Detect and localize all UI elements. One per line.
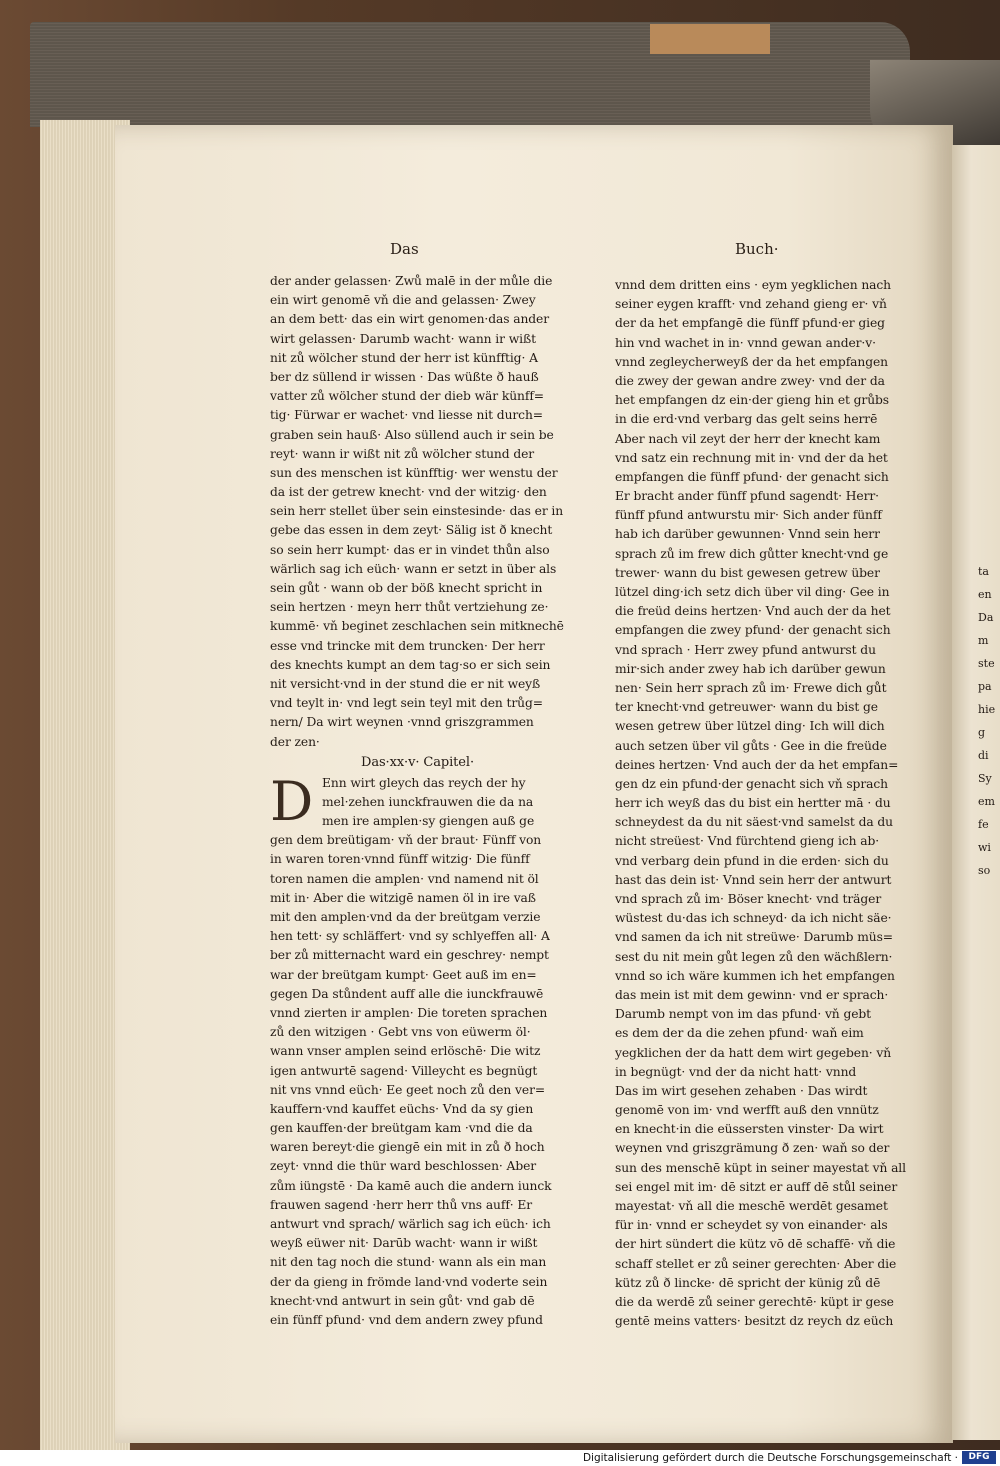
partial-text-fragment: fe — [978, 818, 989, 831]
book-top-edge — [30, 22, 910, 127]
partial-text-fragment: g — [978, 726, 986, 739]
text-line: het empfangen dz ein·der gieng hin et grůbs — [615, 393, 890, 408]
text-line: deines hertzen· Vnd auch der da het empfan= — [615, 757, 899, 772]
partial-text-fragment: di — [978, 749, 989, 762]
text-line: wann vnser amplen seind erlöschē· Die witz — [270, 1044, 541, 1059]
partial-text-fragment: ste — [978, 657, 995, 670]
text-line: Enn wirt gleych das reych der hy — [322, 775, 526, 790]
text-line: die zwey der gewan andre zwey· vnd der da — [615, 373, 885, 388]
text-line: hast das dein ist· Vnnd sein herr der antwurt — [615, 872, 892, 887]
partial-text-fragment: hie — [978, 703, 996, 716]
text-line: da ist der getrew knecht· vnd der witzig· den — [270, 485, 547, 500]
right-text-column — [615, 276, 910, 1331]
text-line: hab ich darüber gewunnen· Vnnd sein herr — [615, 527, 880, 542]
text-line: so sein herr kumpt· das er in vindet thůn also — [270, 542, 550, 557]
text-line: der ander gelassen· Zwů malē in der můle die — [270, 274, 553, 288]
text-line: vnd sprach zů im· Böser knecht· vnd träger — [615, 892, 882, 906]
text-line: der hirt sündert die kütz vō dē schaffē· vň die — [615, 1237, 896, 1252]
text-line: men ire amplen·sy giengen auß ge — [322, 814, 535, 829]
text-line: schneydest da du nit säest·vnd samelst da du — [615, 815, 893, 830]
text-line: ber dz süllend ir wissen · Das wüßte ð hauß — [270, 369, 539, 384]
text-line: der da het empfangē die fünff pfund·er gieg — [615, 316, 885, 331]
text-line: vnnd zierten ir amplen· Die toreten sprachen — [270, 1005, 548, 1020]
text-line: vnnd dem dritten eins · eym yegklichen nach — [615, 278, 892, 292]
text-line: zům iüngstē · Da kamē auch die andern iunck — [270, 1178, 552, 1193]
text-line: sein gůt · wann ob der böß knecht spricht in — [270, 581, 543, 595]
partial-text-fragment: en — [978, 588, 992, 601]
text-line: genomē von im· vnd werfft auß den vnnütz — [615, 1103, 879, 1118]
text-line: vnd satz ein rechnung mit in· vnd der da het — [615, 450, 888, 465]
text-line: mayestat· vň all die meschē werdēt gesamet — [615, 1199, 888, 1213]
text-line: fünff pfund antwurstu mir· Sich ander fünff — [615, 508, 882, 523]
text-line: toren namen die amplen· vnd namend nit öl — [270, 871, 539, 886]
text-line: das mein ist mit dem gewinn· vnd er sprach· — [615, 987, 889, 1002]
book-top-edge-label — [650, 24, 770, 54]
text-line: gentē meins vatters· besitzt dz reych dz eüch — [615, 1314, 894, 1329]
text-line: nen· Sein herr sprach zů im· Frewe dich gůt — [615, 680, 887, 695]
text-line: zeyt· vnnd die thür ward beschlossen· Aber — [270, 1159, 537, 1174]
partial-text-fragment: pa — [978, 680, 992, 693]
text-line: vnnd so ich wäre kummen ich het empfangen — [615, 968, 895, 983]
text-line: en knecht·in die eüssersten vinster· Da wirt — [615, 1122, 884, 1137]
text-line: der da gieng in frömde land·vnd voderte sein — [270, 1274, 548, 1289]
right-column-text — [615, 276, 910, 1331]
text-line: mel·zehen iunckfrauwen die da na — [322, 794, 534, 809]
text-line: ber zů mitternacht ward ein geschrey· nempt — [270, 948, 549, 963]
text-line: des knechts kumpt an dem tag·so er sich sein — [270, 657, 551, 672]
text-line: nit den tag noch die stund· wann als ein man — [270, 1255, 547, 1270]
right-page-partial-text — [978, 560, 1000, 882]
text-line: hin vnd wachet in in· vnnd gewan ander·v· — [615, 335, 876, 350]
text-line: zů den witzigen · Gebt vns von eüwerm öl· — [270, 1025, 531, 1040]
text-line: weynen vnd griszgrämung ð zen· waň so der — [615, 1141, 890, 1156]
text-line: war der breütgam kumpt· Geet auß im en= — [270, 967, 537, 982]
text-line: igen antwurtē sagend· Villeycht es begnügt — [270, 1063, 538, 1078]
text-line: nit vns vnnd eüch· Ee geet noch zů den ver= — [270, 1082, 546, 1097]
partial-text-fragment: wi — [978, 841, 991, 854]
text-line: an dem bett· das ein wirt genomen·das ander — [270, 312, 550, 327]
left-text-column — [270, 272, 564, 1330]
text-line: mit den amplen·vnd da der breütgam verzie — [270, 910, 541, 924]
text-line: in begnügt· vnd der da nicht hatt· vnnd — [615, 1064, 857, 1079]
text-line: nit versicht·vnd in der stund die er nit weyß — [270, 676, 541, 691]
text-line: lützel ding·ich setz dich über vil ding· Gee in — [615, 585, 890, 599]
text-line: vnd verbarg dein pfund in die erden· sich du — [615, 853, 889, 868]
text-line: weyß eüwer nit· Darūb wacht· wann ir wißt — [270, 1236, 538, 1251]
text-line: frauwen sagend ·herr herr thů vns auff· Er — [270, 1197, 533, 1212]
text-line: gegen Da stůndent auff alle die iunckfrauwē — [270, 986, 544, 1001]
text-line: sun des menschen ist künfftig· wer wenstu der — [270, 465, 558, 480]
text-line: kauffern·vnd kauffet eüchs· Vnd da sy gien — [270, 1101, 534, 1116]
text-line: trewer· wann du bist gewesen getrew über — [615, 565, 880, 580]
text-line: vnd samen da ich nit streüwe· Darumb müs= — [615, 930, 893, 945]
text-line: in die erd·vnd verbarg das gelt seins herrē — [615, 412, 878, 427]
text-line: nicht streüest· Vnd fürchtend gieng ich ab· — [615, 834, 880, 849]
text-line: wirt gelassen· Darumb wacht· wann ir wißt — [270, 331, 536, 346]
text-line: vnd teylt in· vnd legt sein teyl mit den trůg= — [270, 696, 543, 711]
text-line: yegklichen der da hatt dem wirt gegeben· vň — [615, 1045, 892, 1060]
footer-credit: Digitalisierung gefördert durch die Deutsche Forschungsgemeinschaft · — [582, 1452, 958, 1464]
text-line: in waren toren·vnnd fünff witzig· Die fünff — [270, 852, 530, 867]
text-line: ein wirt genomē vň die and gelassen· Zwey — [270, 293, 536, 308]
dfg-logo-icon: DFG — [962, 1451, 996, 1464]
text-line: Darumb nempt von im das pfund· vň gebt — [615, 1007, 872, 1022]
running-head-left: Das — [390, 240, 419, 258]
partial-text-fragment: ta — [978, 565, 989, 578]
text-line: sein herr stellet über sein einstesinde· das er in — [270, 504, 564, 519]
partial-text-fragment: Da — [978, 611, 994, 624]
text-line: knecht·vnd antwurt in sein gůt· vnd gab dē — [270, 1293, 535, 1308]
partial-text-fragment: so — [978, 864, 991, 877]
text-line: vatter zů wölcher stund der dieb wär künff= — [270, 389, 544, 404]
text-line: wesen getrew über lützel ding· Ich will dich — [615, 719, 885, 734]
text-line: sprach zů im frew dich gůtter knecht·vnd ge — [615, 546, 889, 561]
text-line: mit in· Aber die witzigē namen öl in ire vaß — [270, 890, 536, 905]
text-line: für in· vnnd er scheydet sy von einander· als — [615, 1218, 888, 1233]
text-line: die da werdē zů seiner gerechtē· küpt ir gese — [615, 1294, 894, 1309]
text-line: tig· Fürwar er wachet· vnd liesse nit durch= — [270, 408, 543, 423]
text-line: antwurt vnd sprach/ wärlich sag ich eüch· ich — [270, 1217, 551, 1231]
text-line: ein fünff pfund· vnd dem andern zwey pfund — [270, 1312, 543, 1327]
text-line: gebe das essen in dem zeyt· Sälig ist ð knecht — [270, 523, 553, 538]
text-line: wärlich sag ich eüch· wann er setzt in über als — [270, 561, 557, 576]
text-line: sein hertzen · meyn herr thůt vertziehung ze· — [270, 600, 549, 615]
text-line: mir·sich ander zwey hab ich darüber gewun — [615, 661, 886, 676]
text-line: reyt· wann ir wißt nit zů wölcher stund der — [270, 446, 535, 461]
running-head-right: Buch· — [735, 240, 779, 258]
text-line: esse vnd trincke mit dem truncken· Der herr — [270, 638, 545, 653]
text-line: Aber nach vil zeyt der herr der knecht kam — [615, 431, 881, 446]
text-line: die freüd deins hertzen· Vnd auch der da het — [615, 604, 891, 619]
text-line: graben sein hauß· Also süllend auch ir sein be — [270, 427, 554, 442]
text-line: der zen· — [270, 734, 320, 749]
text-line: Er bracht ander fünff pfund sagendt· Herr· — [615, 489, 879, 504]
text-line: empfangen die zwey pfund· der genacht sich — [615, 623, 891, 638]
chapter-heading: Das·xx·v· Capitel· — [361, 754, 474, 770]
text-line: gen dz ein pfund·der genacht sich vň sprach — [615, 776, 888, 791]
partial-text-fragment: em — [978, 795, 995, 808]
text-line: kummē· vň beginet zeschlachen sein mitknechē — [270, 619, 564, 634]
text-line: vnd sprach · Herr zwey pfund antwurst du — [615, 642, 876, 657]
text-line: sei engel mit im· dē sitzt er auff dē stůl seiner — [615, 1179, 898, 1194]
text-line: herr ich weyß das du bist ein hertter mā · du — [615, 796, 891, 811]
text-line: wüstest du·das ich schneyd· da ich nicht säe· — [615, 911, 892, 926]
text-line: seiner eygen krafft· vnd zehand gieng er· vň — [615, 297, 887, 312]
text-line: kütz zů ð lincke· dē spricht der künig zů dē — [615, 1275, 881, 1290]
text-line: gen kauffen·der breütgam kam ·vnd die da — [270, 1121, 533, 1136]
text-line: waren bereyt·die giengē ein mit in zů ð hoch — [270, 1140, 545, 1155]
text-line: ter knecht·vnd getreuwer· wann du bist ge — [615, 700, 878, 715]
text-line: sun des menschē küpt in seiner mayestat vň all — [615, 1160, 906, 1175]
left-column-text-before-chapter — [270, 272, 564, 752]
left-column-text-after-initial — [270, 831, 555, 1330]
text-line: gen dem breütigam· vň der braut· Fünff von — [270, 833, 542, 848]
text-line: schaff stellet er zů seiner gerechten· Aber die — [615, 1256, 897, 1271]
decorated-initial-letter: D — [270, 769, 314, 833]
text-line: es dem der da die zehen pfund· waň eim — [615, 1026, 864, 1041]
partial-text-fragment: m — [978, 634, 989, 647]
text-line: vnnd zegleycherweyß der da het empfangen — [615, 354, 888, 369]
text-line: hen tett· sy schläffert· vnd sy schlyeffen all· A — [270, 929, 550, 944]
chapter-opening — [270, 769, 555, 833]
text-line: nern/ Da wirt weynen ·vnnd griszgrammen — [270, 715, 534, 730]
text-line: auch setzen über vil gůts · Gee in die freüde — [615, 738, 887, 753]
partial-text-fragment: Sy — [978, 772, 992, 785]
text-line: empfangen die fünff pfund· der genacht sich — [615, 469, 889, 484]
text-line: Das im wirt gesehen zehaben · Das wirdt — [615, 1083, 868, 1098]
text-line: sest du nit mein gůt legen zů den wächßlern· — [615, 949, 893, 964]
text-line: nit zů wölcher stund der herr ist künfftig· A — [270, 350, 538, 365]
